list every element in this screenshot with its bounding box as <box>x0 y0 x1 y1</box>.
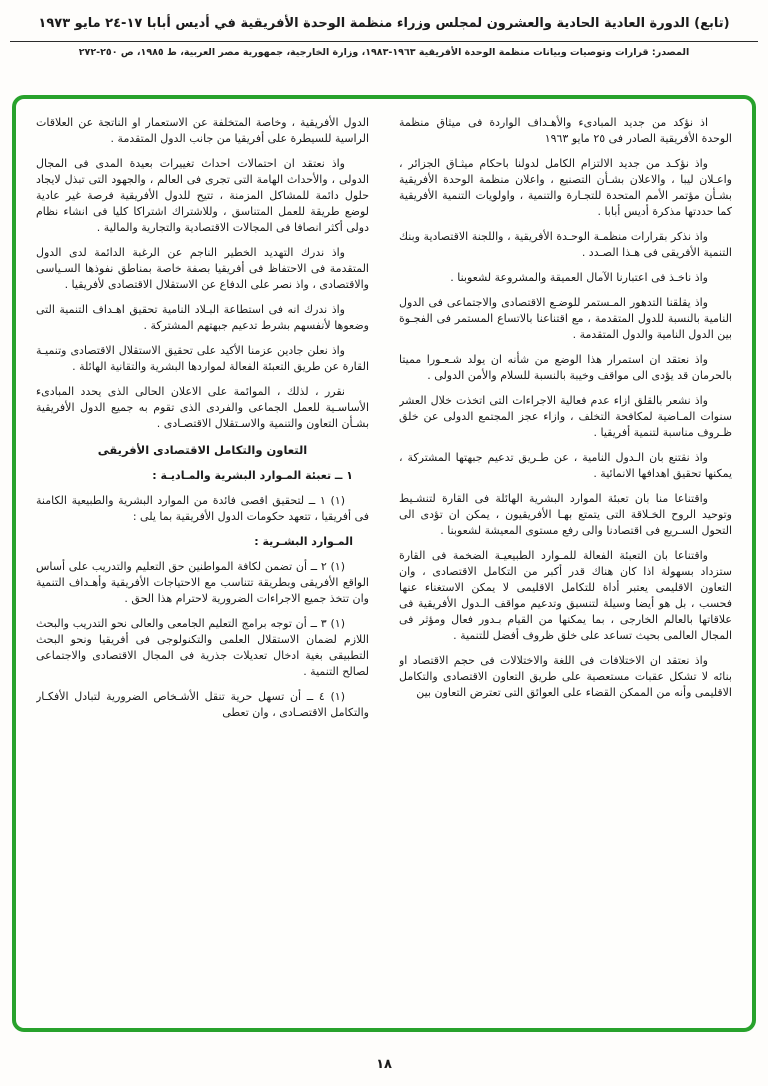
sub-heading: المـوارد البشـرية : <box>254 535 353 548</box>
source-citation: المصدر: قرارات وتوصيات وبيانات منظمة الوحدة الأفريقية ١٩٦٣-١٩٨٣، وزارة الخارجية، جمهورية مصر العربية، ط ١٩٨٥، ص ٢٥٠-٢٧٢ <box>78 46 690 58</box>
text-columns <box>36 115 732 1012</box>
paragraph: الدول الأفريقية ، وخاصة المتخلفة عن الاستعمار او الناتجة عن العلاقات الراسية للسيطرة على أفريقيا من جانب الدول المتقدمة . <box>36 116 369 145</box>
content-border-box <box>12 95 756 1032</box>
paragraph: (١) ٤ ــ أن تسهل حرية تنقل الأشـخاص الضرورية لتبادل الأفكـار والتكامل الاقتصـادى ، وان تعطى <box>36 690 369 719</box>
paragraph: (١) ٢ ــ أن تضمن لكافة المواطنين حق التعليم والتدريب على أساس الواقع الأفريقى وبطريقة تتناسب مع الاحتياجات الأفريقية وأهـداف التنمية وان تتخذ جميع الاجراءات الضرورية لاحترام هذا الحق . <box>36 560 369 605</box>
section-heading: التعاون والتكامل الاقتصادى الأفريقى <box>97 443 308 457</box>
paragraph: (١) ٣ ــ أن توجه برامج التعليم الجامعى والعالى نحو التدريب والبحث اللازم لضمان الاستقلال العلمى والتكنولوجى فى أفريقيا ونحو البحث التطبيقى بغية ادخال تعديلات جذرية فى المجال الاقتصادى والاجتماعى لصالح التنمية . <box>36 617 369 678</box>
paragraph: واذ نذكر بقرارات منظمـة الوحـدة الأفريقية ، واللجنة الاقتصادية وبنك التنمية الأفريقى فى هـذا الصـدد . <box>399 230 732 259</box>
paragraph: واذ ناخـذ فى اعتبارنا الآمال العميقة والمشروعة لشعوبنا . <box>450 271 708 284</box>
paragraph: واذ نؤكـد من جديد الالتزام الكامل لدولنا باحكام ميثـاق الجزائر ، واعـلان ليبا ، والاعلان بشـأن التصنيع ، واعلان منظمة الوحدة الأفريقية بشـأن مؤتمر الأمم المتحدة للتجـارة والتنمية ، واولويات التنمية الأفريقية كما حددتها مذكرة أديس أبابا . <box>399 157 732 218</box>
paragraph: واذ نعتقد ان احتمالات احداث تغييرات بعيدة المدى فى المجال الدولى ، والأحداث الهامة التى تجرى فى العالم ، والجهود التى تبذل لايجاد حلول دائمة للمشاكل المزمنة ، تتيح للدول الأفريقية فرصة غير عادية لوضع طريقة للعمل المتناسق ، وللاشتراك اشتراكا كليا فى انشاء نظام دولى أكثر انصافا فى المجالات الاقتصادية والتجارية والمالية . <box>36 157 369 234</box>
column-left <box>36 115 369 1012</box>
paragraph: واذ نعلن جادين عزمنا الأكيد على تحقيق الاستقلال الاقتصادى وتنميـة القارة عن طريق التعبئة الفعالة لمواردها البشرية والتقانية الهائلة . <box>36 344 369 373</box>
paragraph: واذ ندرك التهديد الخطير الناجم عن الرغبة الدائمة لدى الدول المتقدمة فى الاحتفاظ فى أفريقيا بصفة خاصة بمناطق نفوذها السـياسى والاقتصادى ، واذ نصر على الدفاع عن الاستقلال الاقتصادى لأفريقيا . <box>36 246 369 291</box>
document-title: (تابع) الدورة العادية الحادية والعشرون لمجلس وزراء منظمة الوحدة الأفريقية في أديس أبابا ١٧-٢٤ مايو ١٩٧٣ <box>38 16 730 31</box>
page-header <box>0 14 768 58</box>
paragraph: واذ ندرك انه فى استطاعة البـلاد النامية تحقيق اهـداف التنمية التى وضعوها لأنفسهم بشرط تدعيم جبهتهم المشتركة . <box>36 303 369 332</box>
paragraph: واقتناعا بان التعبئة الفعالة للمـوارد الطبيعيـة الضخمة فى القارة ستزداد بسهولة اذا كان هناك قدر أكبر من التكامل الاقتصادى ، وان التعاون الاقليمى يعتبر أداة للتكامل الاقليمى لا يمكن الاستغناء عنها فحسب ، بل هو أيضا وسيلة لتنسيق وتدعيم مواقف الـدول الأفريقية فى علاقاتها بالعالم الخارجى ، بما يمكنها من القيام بـدور فعال ومؤثر فى المجال العالمى بحيث تساعد على خلق ظروف أفضل للتنمية . <box>399 549 732 642</box>
paragraph: واقتناعا منا بان تعبئة الموارد البشرية الهائلة فى القارة لتنشـيط وتوحيد الروح الخـلاقة التى يتمتع بهـا الأفريقيون ، يمكن ان تؤدى الى التحول السـريع فى اقتصادنا والى رفع مستوى المعيشة لشعوبنا . <box>399 492 732 537</box>
paragraph: واذ نقتنع بان الـدول النامية ، عن طـريق تدعيم جبهتها المشتركة ، يمكنها تحقيق اهدافها الانمائية . <box>399 451 732 480</box>
paragraph: اذ نؤكد من جديد المبادىء والأهـداف الواردة فى ميثاق منظمة الوحدة الأفريقية الصادر فى ٢٥ مايو ١٩٦٣ <box>399 116 732 145</box>
sub-heading: ١ ــ تعبئة المـوارد البشرية والمـاديـة : <box>152 469 353 482</box>
column-right <box>399 115 732 1012</box>
page-number: ١٨ <box>376 1057 392 1072</box>
paragraph: واذ نشعر بالقلق ازاء عدم فعالية الاجراءات التى اتخذت خلال العشر سنوات المـاضية لمكافحة التخلف ، وازاء عجز المجتمع الدولى عن خلق ظـروف مناسبة لتنمية أفريقيا . <box>399 394 732 439</box>
paragraph: واذ نعتقد ان الاختلافات فى اللغة والاختلالات فى حجم الاقتصاد او بنائه لا تشكل عقبات مستعصية على طريق التعاون الاقتصادى والتكامل الاقليمى وأنه من الممكن القضاء على العوائق التى تعترض التعاون بين <box>399 654 732 699</box>
header-divider <box>10 41 758 42</box>
paragraph: واذ نعتقد ان استمرار هذا الوضع من شأنه ان يولد شـعـورا مميتا بالحرمان قد يؤدى الى مواقف وخيبة بالنسبة للسلام والأمن الدولى . <box>399 353 732 382</box>
paragraph: نقرر ، لذلك ، الموائمة على الاعلان الحالى الذى يحدد المبادىء الأساسـية للعمل الجماعى والفردى الذى تقوم به جميع الدول الأفريقية بشـأن التعاون والتنمية والاسـتقلال الاقتصـادى . <box>36 385 369 430</box>
paragraph: (١) ١ ــ لتحقيق اقصى فائدة من الموارد البشرية والطبيعية الكامنة فى أفريقيا ، تتعهد حكومات الدول الأفريقية بما يلى : <box>36 494 369 523</box>
paragraph: واذ يقلقنا التدهور المـستمر للوضـع الاقتصادى والاجتماعى فى الدول النامية بالنسبة للدول المتقدمة ، مع اقتناعنا بالاتساع المستمر فى الفجـوة بين الدول النامية والدول المتقدمة . <box>399 296 732 341</box>
